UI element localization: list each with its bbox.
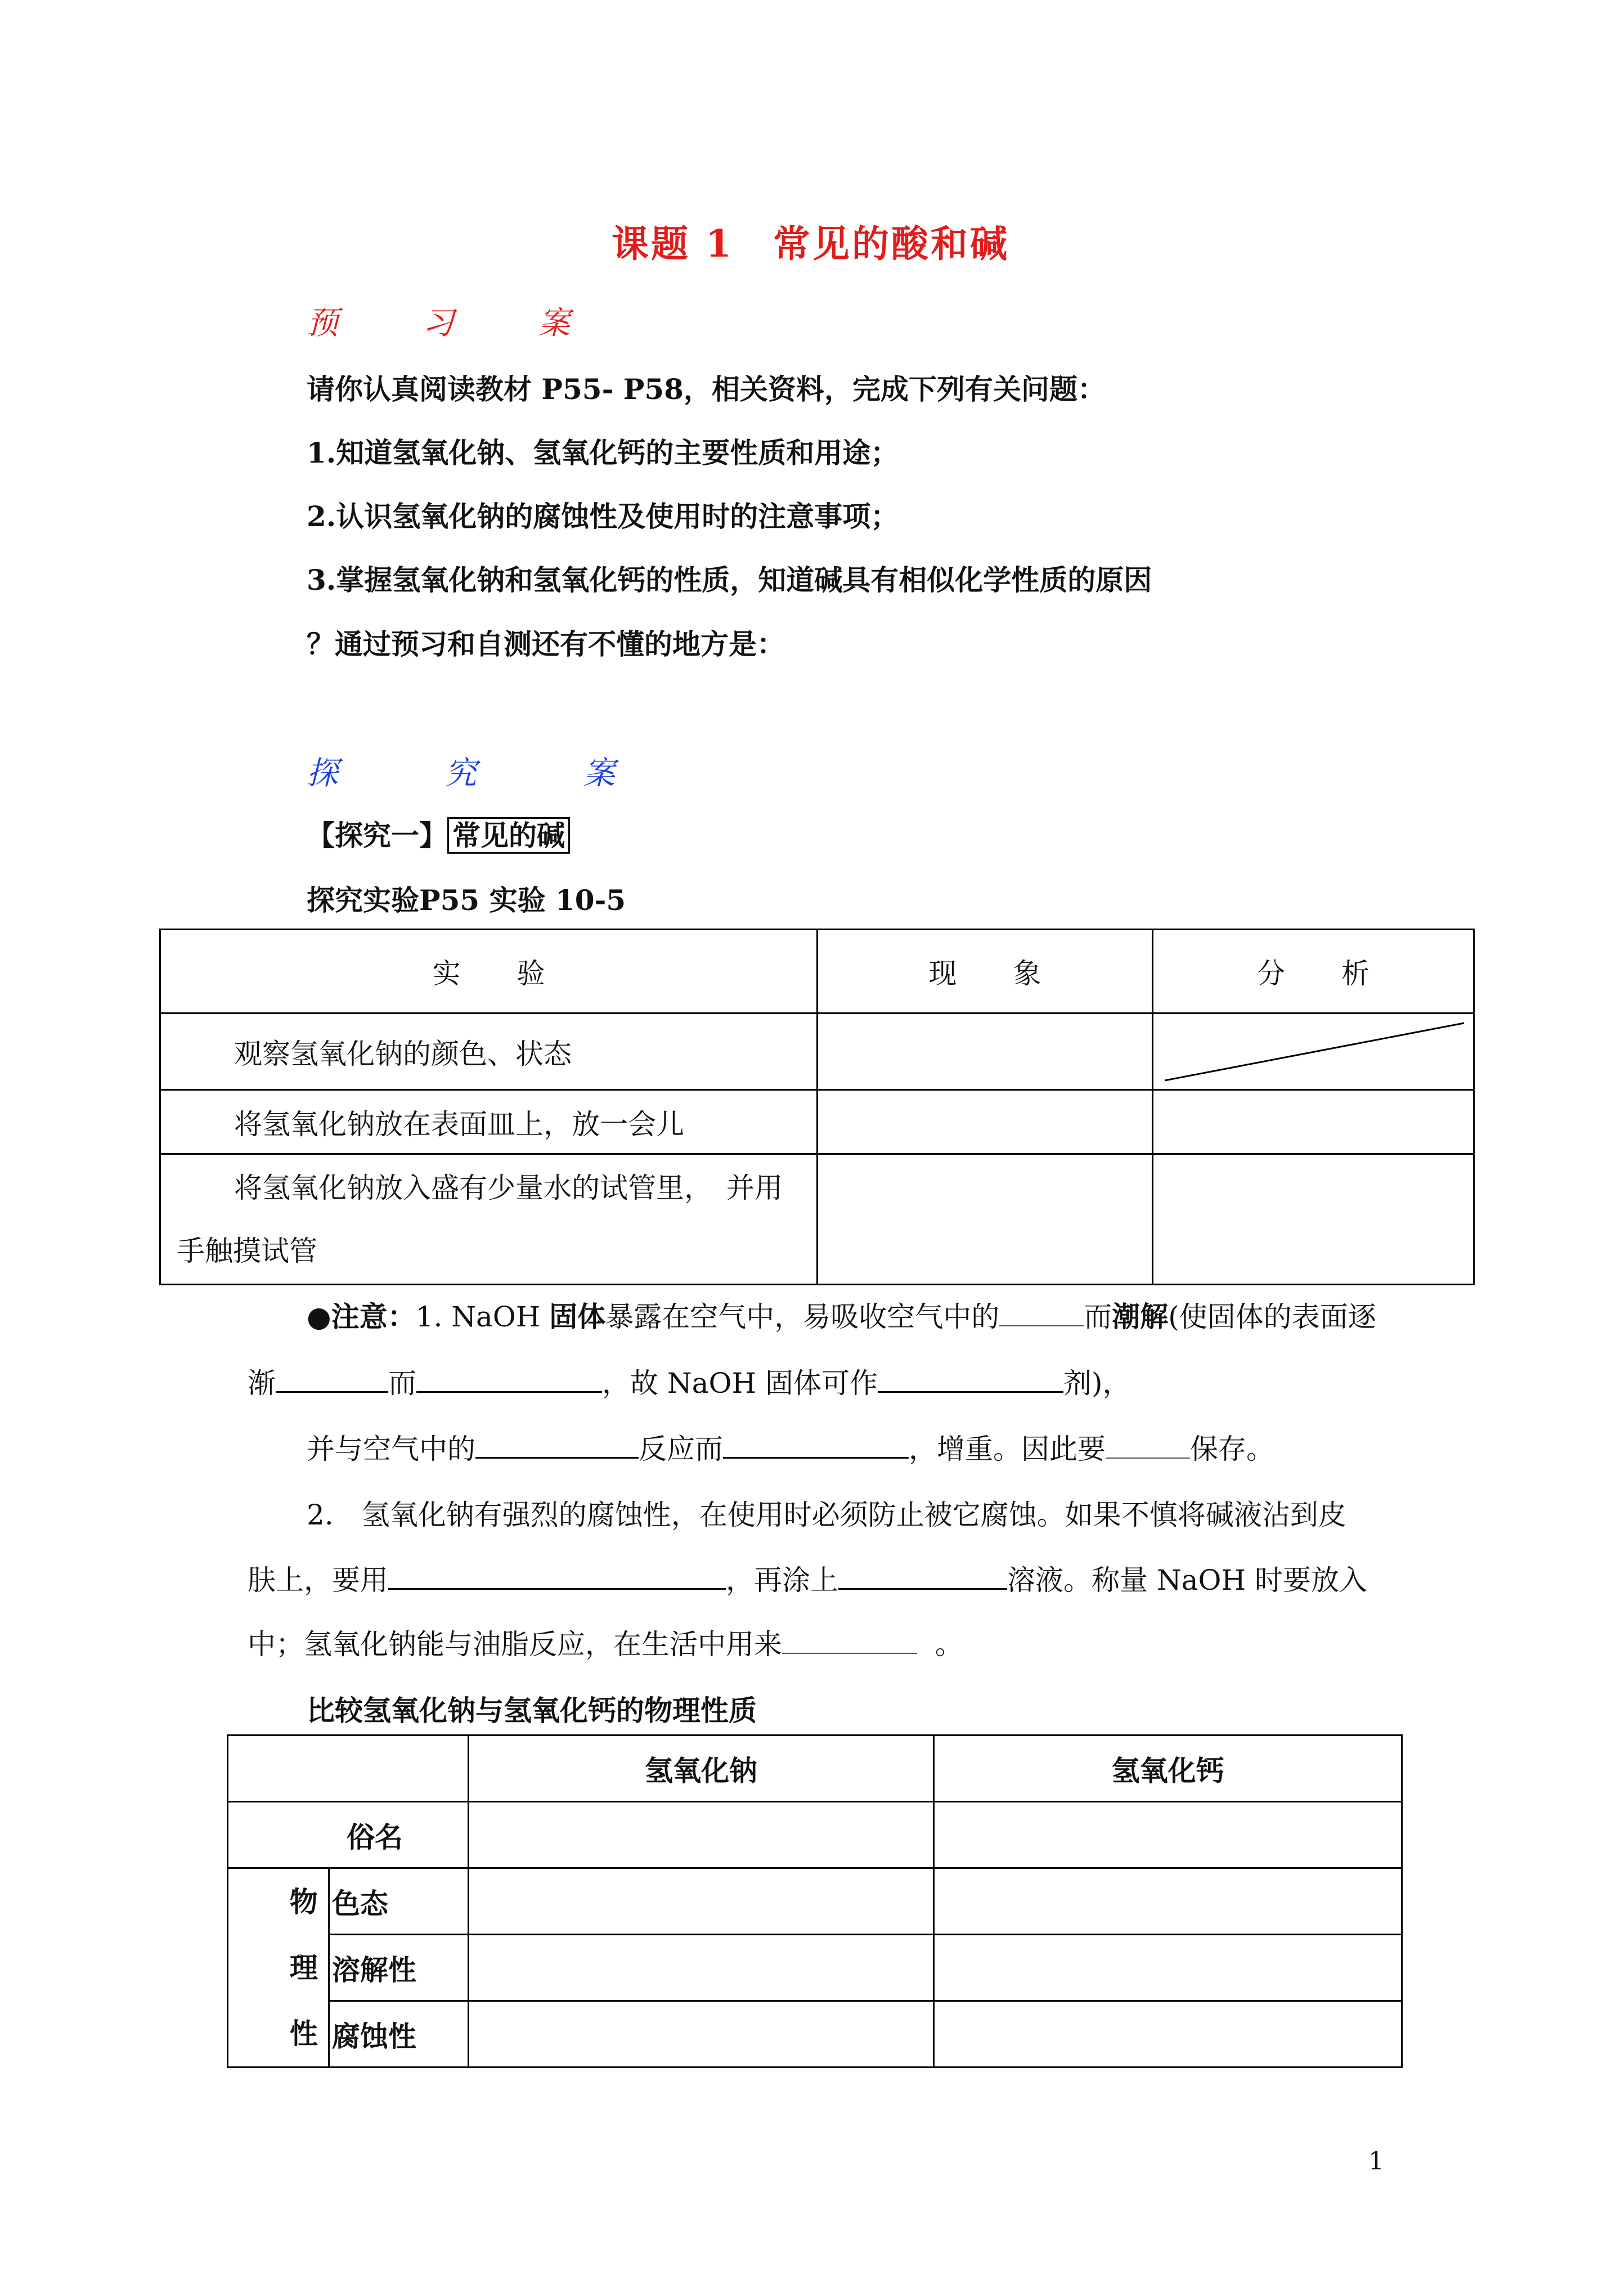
blank[interactable] bbox=[838, 1584, 1007, 1590]
explore-heading: 探 究 案 bbox=[307, 755, 615, 792]
blank[interactable] bbox=[475, 1452, 639, 1459]
compare-label: 比较氢氧化钠与氢氧化钙的物理性质 bbox=[307, 1694, 757, 1727]
row3-analysis bbox=[1152, 1154, 1474, 1285]
physical-property-group: 物 理 性 bbox=[228, 1868, 329, 2068]
nickname-label: 俗名 bbox=[228, 1802, 469, 1868]
diagonal-line bbox=[1153, 1014, 1473, 1089]
prop-color-state: 色态 bbox=[329, 1868, 468, 1935]
prop-corrosiveness: 腐蚀性 bbox=[329, 2001, 468, 2068]
page-title: 课题 1 常见的酸和碱 bbox=[612, 222, 1009, 266]
row2-experiment: 将氢氧化钠放在表面皿上，放一会儿 bbox=[160, 1090, 818, 1154]
row1-phenomenon bbox=[817, 1014, 1152, 1090]
header-naoh: 氢氧化钠 bbox=[468, 1736, 934, 1802]
compare-table bbox=[227, 1734, 1403, 2068]
prop-solubility: 溶解性 bbox=[329, 1935, 468, 2001]
row2-phenomenon bbox=[817, 1090, 1152, 1154]
preview-intro: 请你认真阅读教材 P55- P58，相关资料，完成下列有关问题： bbox=[307, 373, 1106, 406]
blank[interactable] bbox=[782, 1648, 917, 1654]
header-phenomenon: 现 象 bbox=[817, 930, 1152, 1014]
blank[interactable] bbox=[723, 1452, 909, 1459]
row1-analysis bbox=[1152, 1014, 1474, 1090]
blank[interactable] bbox=[999, 1321, 1084, 1326]
preview-item-4: ？通过预习和自测还有不懂的地方是： bbox=[307, 627, 785, 661]
note-2-line-1: 2. 氢氧化钠有强烈的腐蚀性，在使用时必须防止被它腐蚀。如果不慎将碱液沾到皮 bbox=[307, 1499, 1346, 1531]
blank[interactable] bbox=[878, 1387, 1063, 1393]
preview-item-2: 2.认识氢氧化钠的腐蚀性及使用时的注意事项； bbox=[307, 500, 899, 533]
blank[interactable] bbox=[1106, 1453, 1190, 1459]
row3-phenomenon bbox=[817, 1154, 1152, 1285]
note-1-line-2: 渐 而 ，故 NaOH 固体可作 剂)， bbox=[248, 1367, 1131, 1400]
header-analysis: 分 析 bbox=[1152, 930, 1474, 1014]
header-caoh2: 氢氧化钙 bbox=[934, 1736, 1402, 1802]
page-number: 1 bbox=[1368, 2147, 1384, 2176]
experiment-table bbox=[159, 929, 1475, 1285]
blank[interactable] bbox=[388, 1584, 726, 1590]
blank[interactable] bbox=[416, 1387, 602, 1393]
section-title: 【探究一】 常见的碱 bbox=[307, 813, 570, 854]
note-1-line-1: ●注意：1. NaOH 固体暴露在空气中，易吸收空气中的 而潮解(使固体的表面逐 bbox=[307, 1300, 1376, 1333]
preview-heading: 预 习 案 bbox=[307, 305, 570, 342]
preview-item-3: 3.掌握氢氧化钠和氢氧化钙的性质，知道碱具有相似化学性质的原因 bbox=[307, 563, 1152, 597]
note-2-line-3: 中；氢氧化钠能与油脂反应，在生活中用来 。 bbox=[248, 1628, 963, 1661]
preview-item-1: 1.知道氢氧化钠、氢氧化钙的主要性质和用途； bbox=[307, 436, 899, 469]
note-2-line-2: 肤上，要用 ，再涂上 溶液。称量 NaOH 时要放入 bbox=[248, 1564, 1367, 1597]
header-experiment: 实 验 bbox=[160, 930, 818, 1014]
row3-experiment: 将氢氧化钠放入盛有少量水的试管里， 并用 手触摸试管 bbox=[160, 1154, 818, 1285]
note-1-line-3: 并与空气中的 反应而 ，增重。因此要 保存。 bbox=[307, 1433, 1274, 1465]
experiment-label: 探究实验P55 实验 10-5 bbox=[307, 884, 626, 917]
row2-analysis bbox=[1152, 1090, 1474, 1154]
blank[interactable] bbox=[276, 1387, 388, 1393]
row1-experiment: 观察氢氧化钠的颜色、状态 bbox=[160, 1014, 818, 1090]
